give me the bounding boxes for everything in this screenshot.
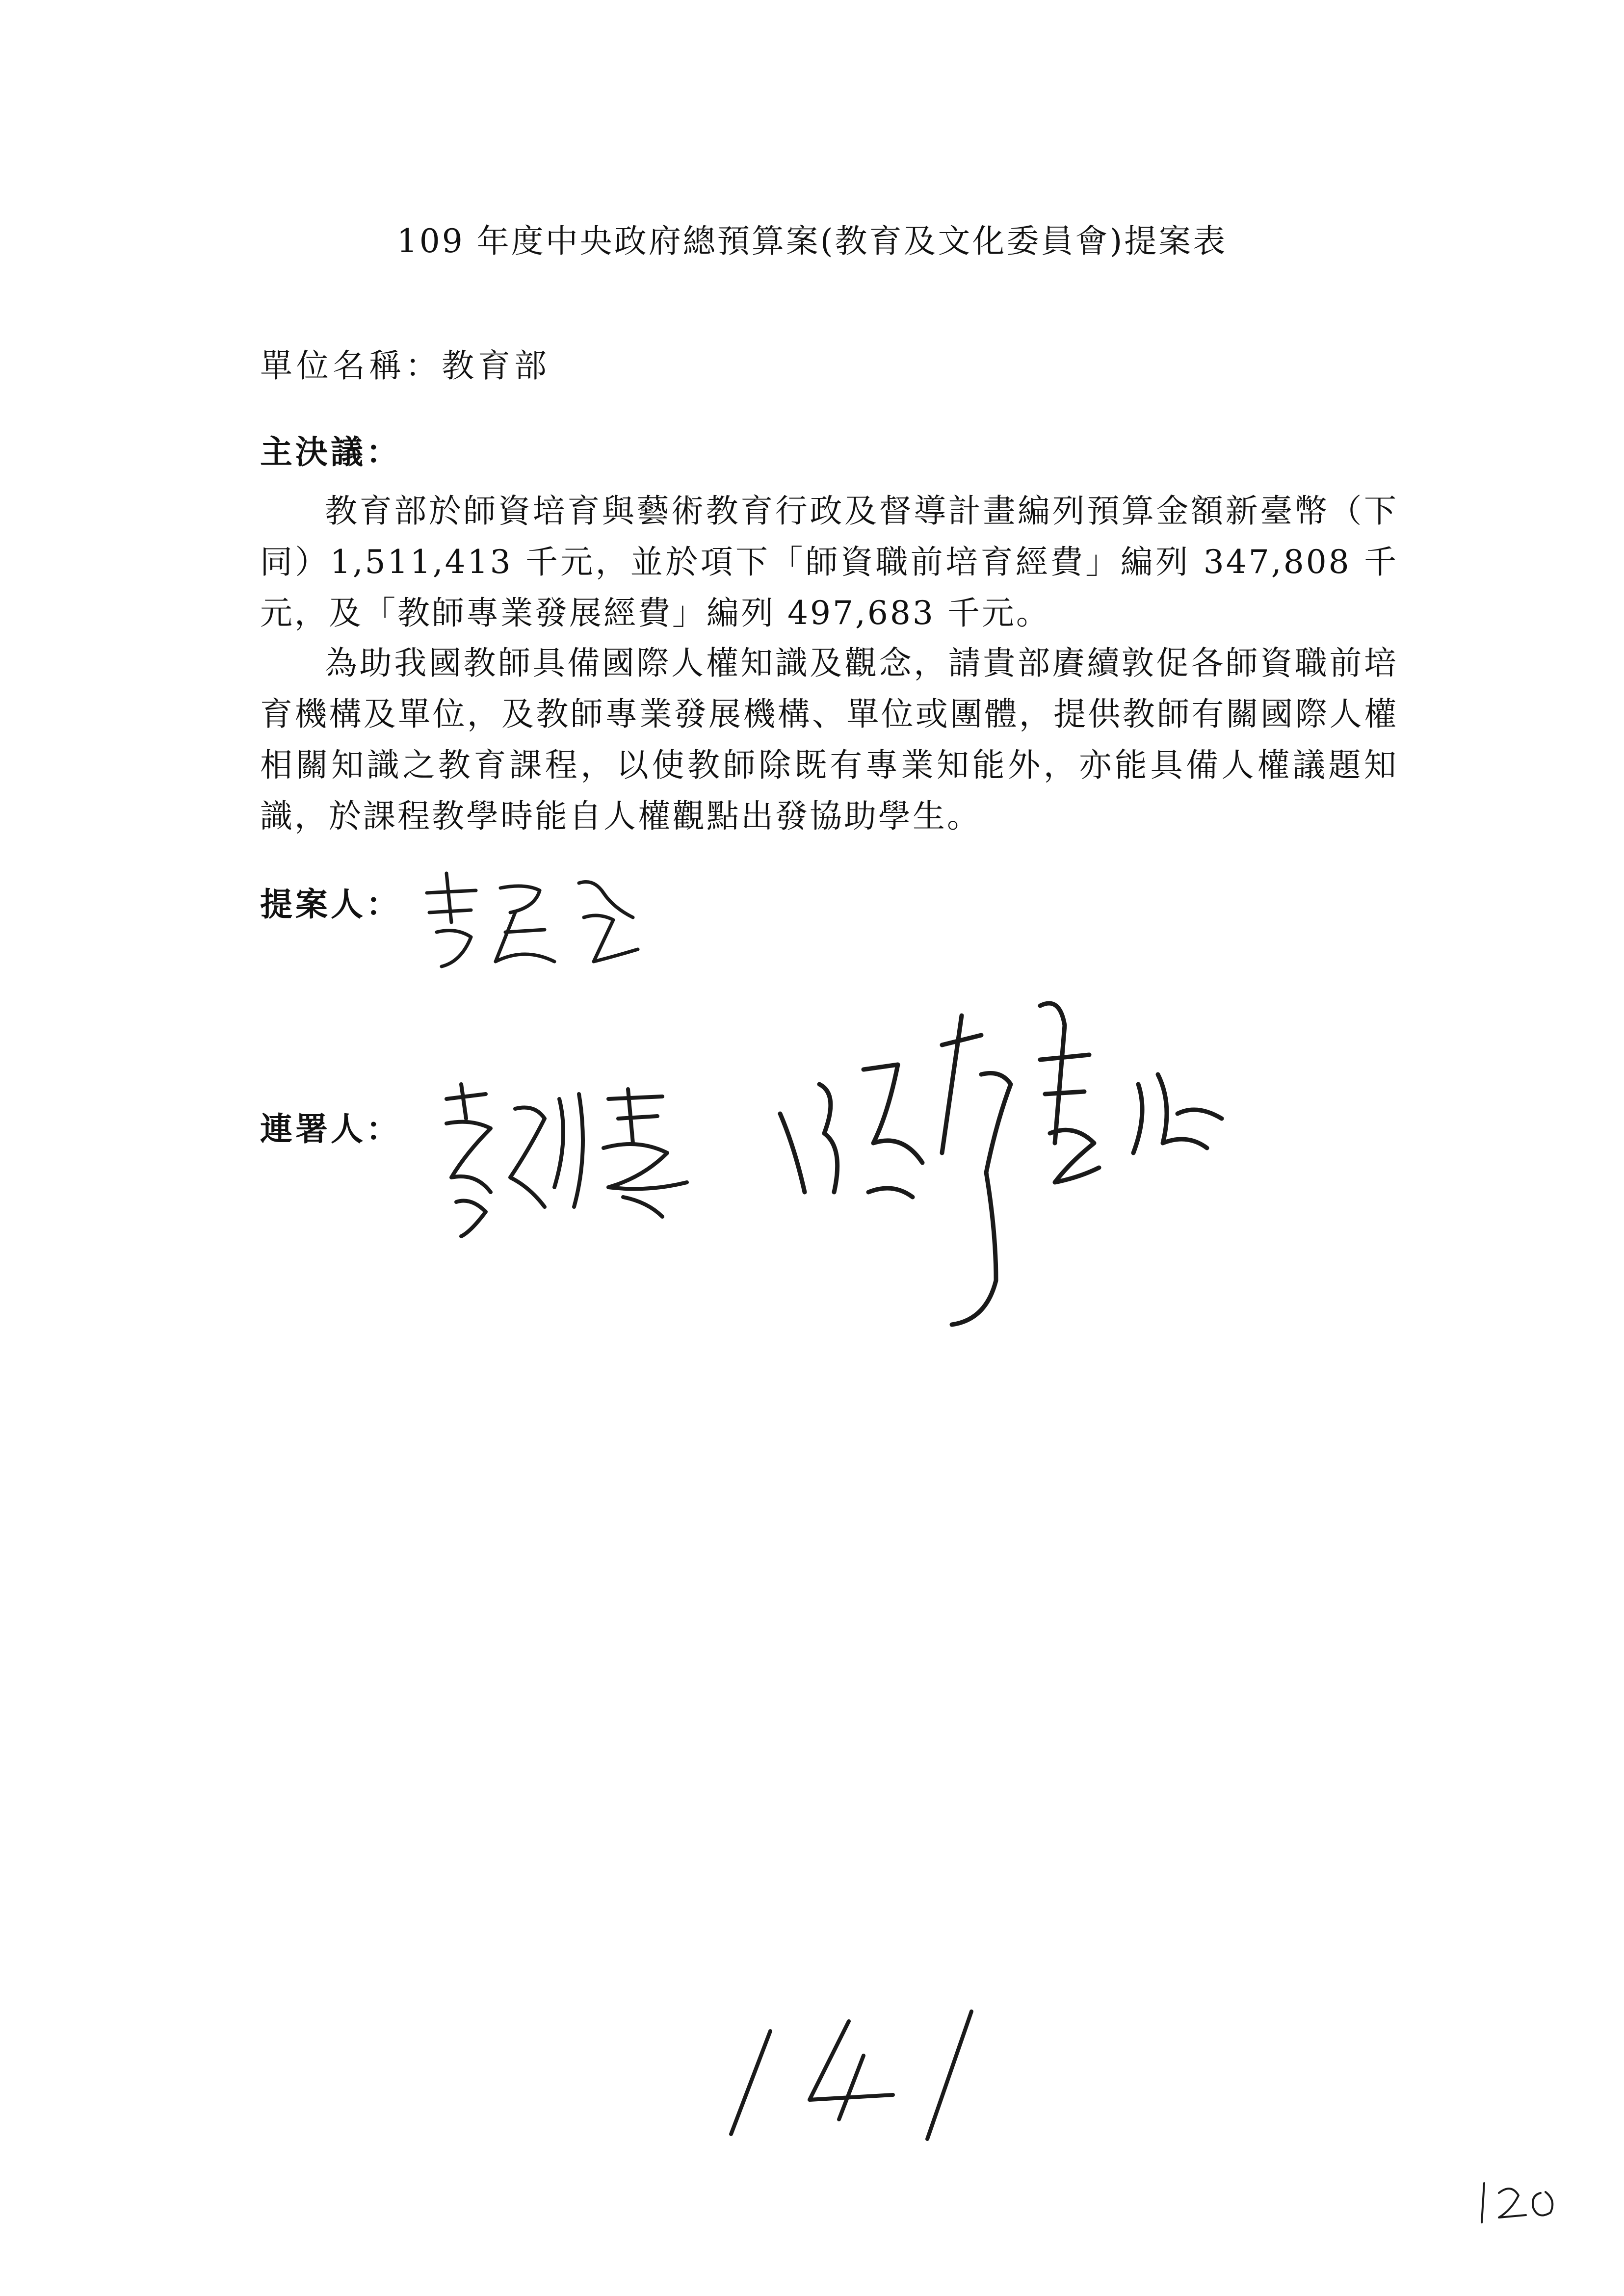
resolution-paragraph-1: 教育部於師資培育與藝術教育行政及督導計畫編列預算金額新臺幣（下同）1,511,413 千元，並於項下「師資職前培育經費」編列 347,808 千元，及「教師專業發展經費」編列 497,683 千元。 — [260, 492, 1398, 632]
document-title: 109 年度中央政府總預算案(教育及文化委員會)提案表 — [396, 222, 1228, 260]
cosigner-label: 連署人： — [260, 1110, 401, 1148]
proposer-label: 提案人： — [260, 885, 401, 923]
corner-mark — [1472, 2173, 1560, 2232]
main-resolution-heading: 主決議： — [260, 433, 401, 471]
cosigner-signature-1 — [432, 1079, 716, 1241]
resolution-paragraph-2: 為助我國教師具備國際人權知識及觀念，請貴部賡續敦促各師資職前培育機構及單位，及教師專業發展機構、單位或團體，提供教師有關國際人權相關知識之教育課程，以使教師除既有專業知能外，亦能具備人權議題知識，於課程教學時能自人權觀點出發協助學生。 — [260, 644, 1398, 835]
cosigner-signature-2 — [765, 986, 1246, 1330]
handwritten-page-number — [716, 2002, 991, 2149]
proposer-signature — [417, 863, 653, 976]
unit-name-line: 單位名稱：教育部 — [260, 347, 550, 385]
